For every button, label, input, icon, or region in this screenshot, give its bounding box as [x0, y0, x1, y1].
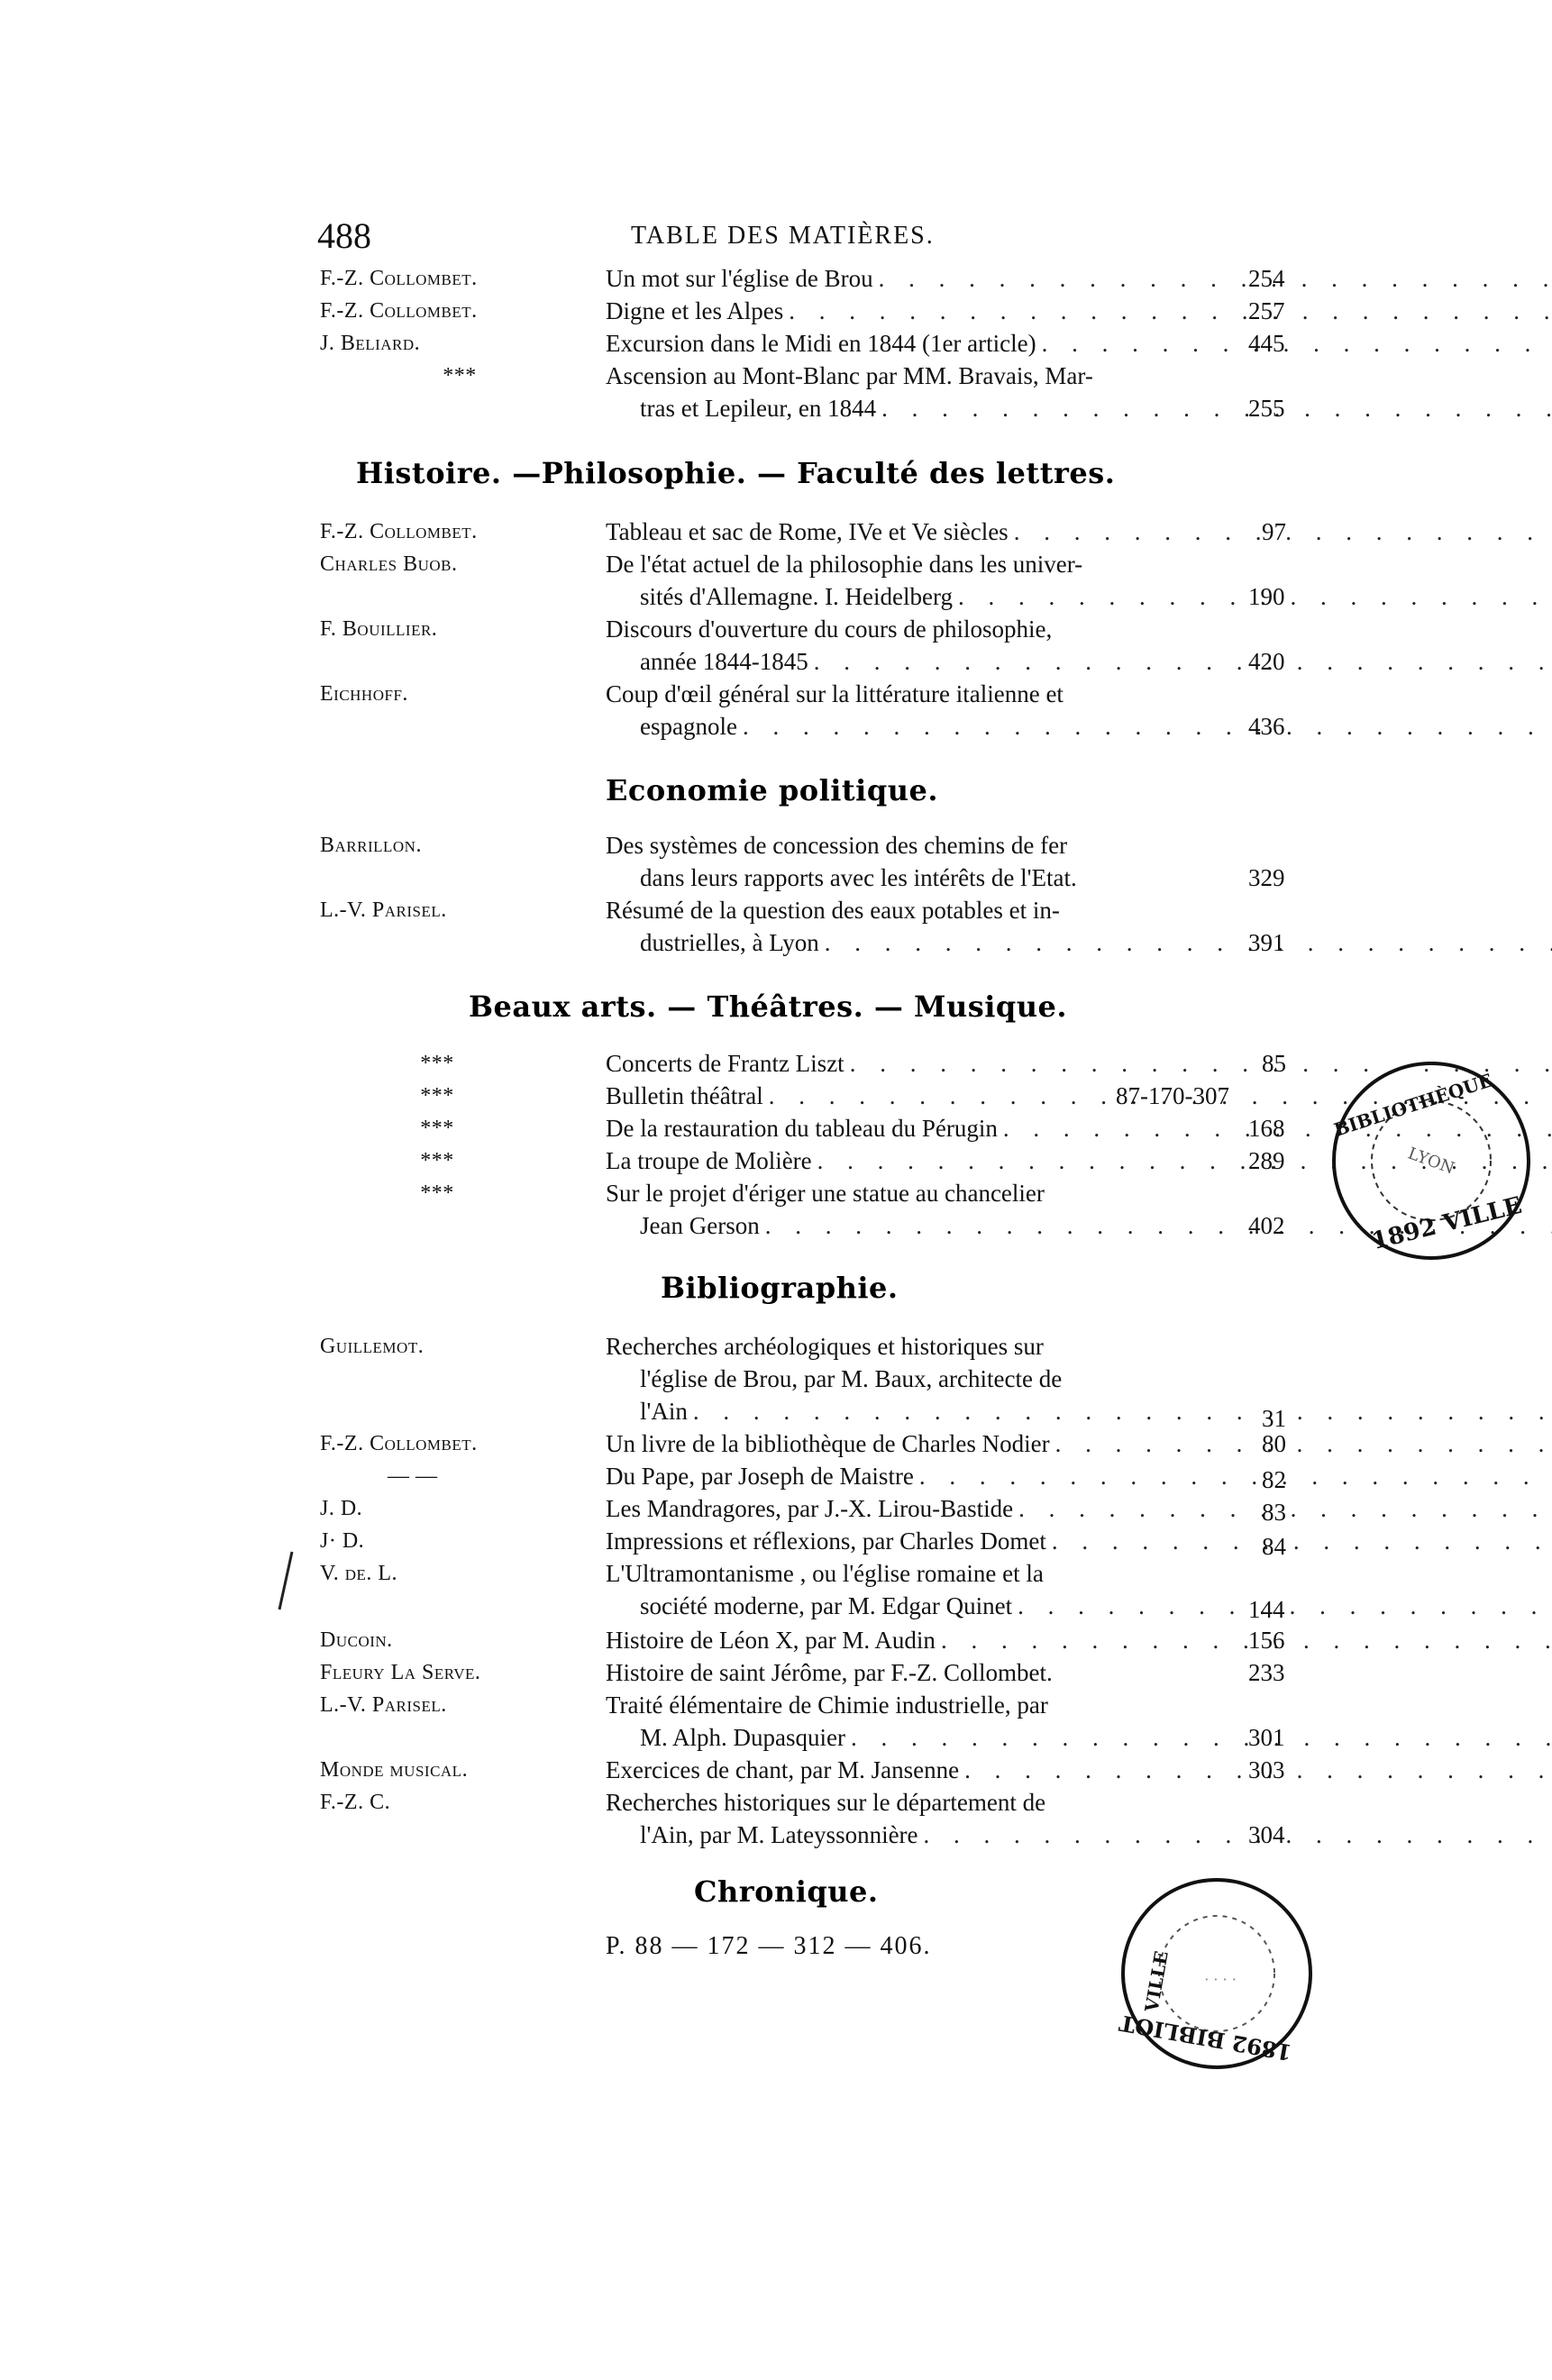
entry-author: Fleury La Serve. — [320, 1661, 481, 1684]
running-head: TABLE DES MATIÈRES. — [631, 222, 935, 250]
entry-author: F. Bouillier. — [320, 617, 438, 641]
entry-title: Impressions et réflexions, par Charles Domet. . . — [606, 1525, 1219, 1557]
entry-page: 303 — [1248, 1756, 1285, 1783]
entry-author: Ducoin. — [320, 1628, 393, 1652]
entry-page: 436 — [1248, 713, 1285, 740]
entry-author: — — — [388, 1464, 438, 1488]
entry-page: 329 — [1248, 864, 1285, 891]
entry-author: Eichhoff. — [320, 682, 408, 706]
entry-title: Exercices de chant, par M. Jansenne. . . — [606, 1754, 1219, 1786]
entry-author: *** — [420, 1052, 454, 1075]
section-heading-beaux-arts: Beaux arts. — Théâtres. — Musique. — [469, 989, 1068, 1024]
stamp-seal-icon — [1109, 1865, 1325, 2082]
entry-title: Sur le projet d'ériger une statue au chancelier Jean Gerson. . . — [606, 1177, 1219, 1242]
entry-page: 402 — [1248, 1212, 1285, 1239]
entry-author: J. Beliard. — [320, 332, 421, 355]
entry-page: 97 — [1262, 518, 1286, 545]
entry-title: Les Mandragores, par J.-X. Lirou-Bastide. . . — [606, 1492, 1219, 1525]
entry-author: *** — [420, 1117, 454, 1140]
pen-stroke-mark — [276, 1550, 294, 1618]
entry-title: Concerts de Frantz Liszt. . . — [606, 1047, 1219, 1080]
svg-text:VILLE: VILLE — [1140, 1949, 1173, 2014]
entry-author: *** — [420, 1149, 454, 1172]
entry-title: De la restauration du tableau du Pérugin. . . — [606, 1112, 1219, 1144]
library-stamp-upper — [1323, 1053, 1539, 1273]
section-heading-bibliographie: Bibliographie. — [661, 1271, 899, 1305]
entry-page: 144 — [1248, 1596, 1285, 1623]
entry-title: L'Ultramontanisme , ou l'église romaine et la société moderne, par M. Edgar Quinet. . . — [606, 1557, 1219, 1622]
entry-page: 80 — [1262, 1430, 1286, 1457]
entry-page: 156 — [1248, 1627, 1285, 1654]
entry-author: *** — [420, 1181, 454, 1205]
entry-page: 233 — [1248, 1659, 1285, 1686]
entry-author: J. D. — [320, 1497, 363, 1520]
entry-title: Discours d'ouverture du cours de philosophie, année 1844-1845. . . — [606, 613, 1219, 678]
entry-title: Traité élémentaire de Chimie industrielle, par M. Alph. Dupasquier. . . — [606, 1689, 1219, 1754]
section-heading-chronique: Chronique. — [694, 1874, 879, 1909]
entry-title: Histoire de saint Jérôme, par F.-Z. Collombet. — [606, 1659, 1053, 1686]
entry-author: Charles Buob. — [320, 552, 458, 576]
entry-page: 445 — [1248, 330, 1285, 357]
section-heading-economie: Economie politique. — [606, 773, 938, 807]
entry-author: Monde musical. — [320, 1758, 469, 1782]
entry-page: 391 — [1248, 929, 1285, 956]
entry-title: Excursion dans le Midi en 1844 (1er article). . . — [606, 327, 1219, 360]
entry-page: 82 — [1262, 1466, 1286, 1493]
entry-page: 304 — [1248, 1821, 1285, 1848]
entry-author: F.-Z. C. — [320, 1791, 391, 1814]
entry-author: Guillemot. — [320, 1335, 425, 1358]
entry-title: Histoire de Léon X, par M. Audin. . . — [606, 1624, 1219, 1656]
entry-page: 289 — [1248, 1147, 1285, 1174]
entry-page: 87-170-307 — [1116, 1082, 1229, 1109]
entry-title: Un livre de la bibliothèque de Charles Nodier. . . — [606, 1427, 1219, 1460]
stamp-seal-icon — [1323, 1053, 1539, 1269]
entry-author: V. de. L. — [320, 1562, 398, 1585]
entry-author: *** — [443, 364, 477, 388]
entry-page: 31 — [1262, 1405, 1286, 1432]
entry-title: De l'état actuel de la philosophie dans les univer- sités d'Allemagne. I. Heidelberg. . . — [606, 548, 1219, 613]
entry-author: *** — [420, 1084, 454, 1108]
entry-title: Un mot sur l'église de Brou. . . — [606, 262, 1219, 295]
entry-title: Digne et les Alpes. . . — [606, 295, 1219, 327]
entry-author: L.-V. Parisel. — [320, 898, 447, 922]
entry-author: F.-Z. Collombet. — [320, 1432, 478, 1455]
entry-title: Du Pape, par Joseph de Maistre. . . — [606, 1460, 1219, 1492]
entry-title: Coup d'œil général sur la littérature italienne et espagnole. . . — [606, 678, 1219, 743]
svg-text:1892 BIBLIOT: 1892 BIBLIOT — [1117, 2010, 1294, 2066]
entry-title: Bulletin théâtral. . . — [606, 1080, 1110, 1112]
svg-text:1892 VILLE: 1892 VILLE — [1369, 1191, 1525, 1255]
entry-page: 83 — [1262, 1499, 1286, 1526]
entry-author: J· D. — [320, 1529, 365, 1553]
svg-text:BIBLIOTHÈQUE: BIBLIOTHÈQUE — [1331, 1069, 1495, 1141]
entry-page: 84 — [1262, 1533, 1286, 1560]
svg-text:LYON: LYON — [1405, 1144, 1457, 1179]
entry-page: 301 — [1248, 1724, 1285, 1751]
entry-author: F.-Z. Collombet. — [320, 267, 478, 290]
entry-title: Des systèmes de concession des chemins de fer dans leurs rapports avec les intérêts de l'Etat. — [606, 832, 1077, 891]
page-number: 488 — [317, 215, 371, 256]
entry-title: Tableau et sac de Rome, IVe et Ve siècles. . . — [606, 515, 1219, 548]
entry-page: 168 — [1248, 1115, 1285, 1142]
entry-page: 85 — [1262, 1050, 1286, 1077]
chronique-pages: P. 88 — 172 — 312 — 406. — [606, 1932, 932, 1960]
entry-title: Résumé de la question des eaux potables et in- dustrielles, à Lyon. . . — [606, 894, 1219, 959]
entry-page: 255 — [1248, 395, 1285, 422]
entry-title: Ascension au Mont-Blanc par MM. Bravais, Mar- tras et Lepileur, en 1844. . . — [606, 360, 1219, 424]
entry-title: Recherches archéologiques et historiques sur l'église de Brou, par M. Baux, architecte de l'Ain. . . — [606, 1330, 1219, 1427]
entry-title: Recherches historiques sur le département de l'Ain, par M. Lateyssonnière. . . — [606, 1786, 1219, 1851]
entry-page: 420 — [1248, 648, 1285, 675]
entry-author: F.-Z. Collombet. — [320, 299, 478, 323]
entry-author: Barrillon. — [320, 834, 422, 857]
entry-title: La troupe de Molière. . . — [606, 1144, 1219, 1177]
svg-text:· · · ·: · · · · — [1204, 1971, 1237, 1988]
entry-author: F.-Z. Collombet. — [320, 520, 478, 543]
library-stamp-lower — [1109, 1865, 1325, 2086]
entry-page: 254 — [1248, 265, 1285, 292]
entry-page: 257 — [1248, 297, 1285, 324]
section-heading-histoire: Histoire. —Philosophie. — Faculté des lettres. — [356, 456, 1116, 490]
entry-author: L.-V. Parisel. — [320, 1693, 447, 1717]
entry-page: 190 — [1248, 583, 1285, 610]
